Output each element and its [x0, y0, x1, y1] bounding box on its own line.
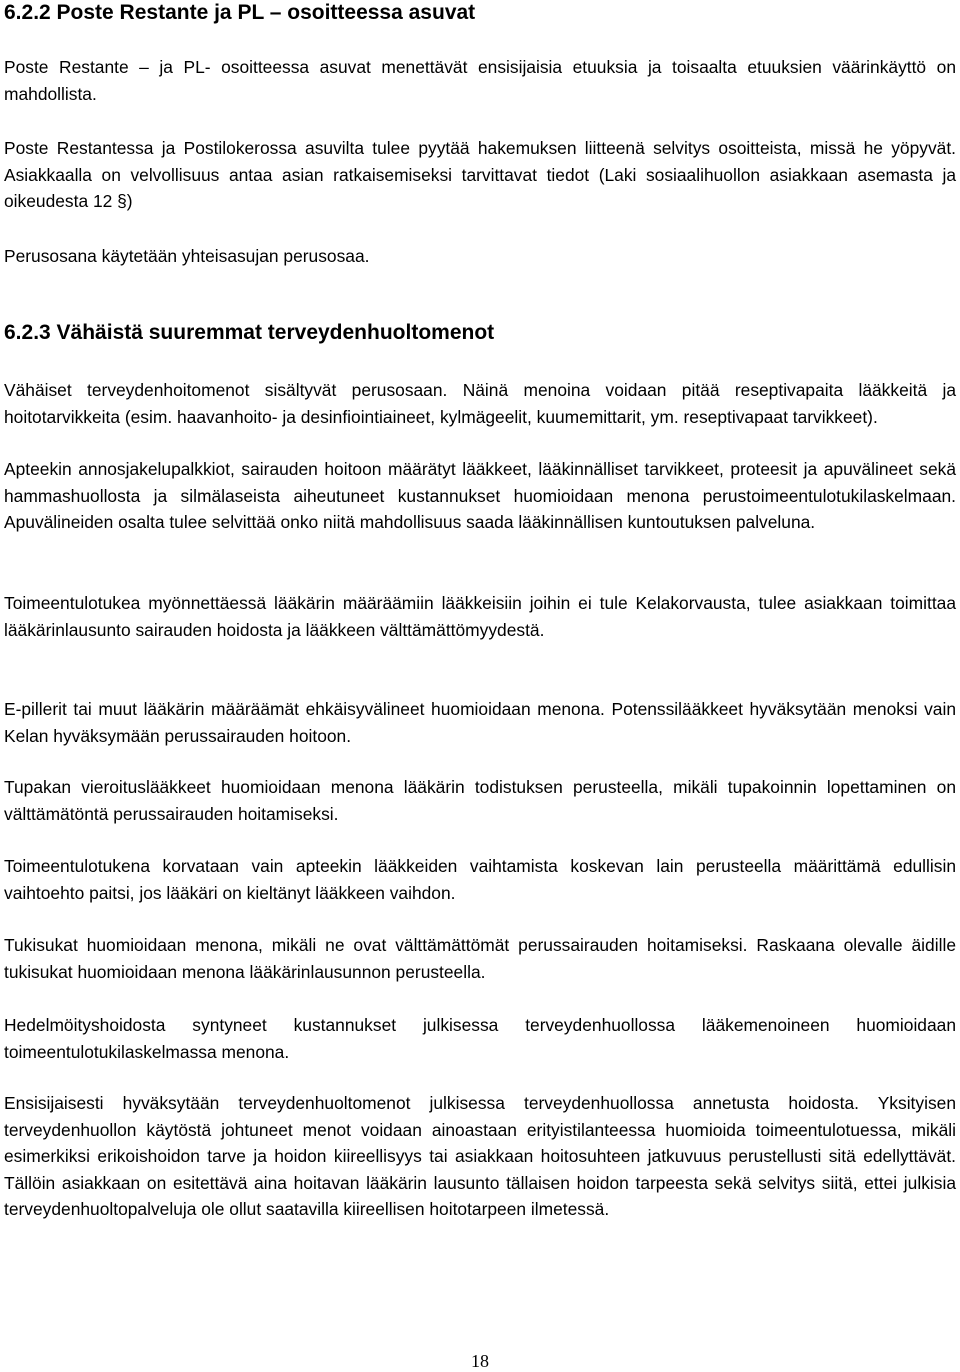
paragraph: Toimeentulotukena korvataan vain apteekin lääkkeiden vaihtamista koskevan lain perusteella määrittämä edullisin vaihtoehto paitsi, jos lääkäri on kieltänyt lääkkeen vaihdon.: [4, 856, 956, 903]
paragraph: Poste Restante – ja PL- osoitteessa asuvat menettävät ensisijaisia etuuksia ja toisaalta etuuksien väärinkäyttö on mahdollista.: [4, 57, 956, 104]
paragraph: Tupakan vieroituslääkkeet huomioidaan menona lääkärin todistuksen perusteella, mikäli tupakoinnin lopettaminen on välttämätöntä perussairauden hoitamiseksi.: [4, 777, 956, 824]
section-heading-poste-restante: 6.2.2 Poste Restante ja PL – osoitteessa asuvat: [4, 1, 476, 24]
paragraph: Toimeentulotukea myönnettäessä lääkärin määräämiin lääkkeisiin joihin ei tule Kelakorvausta, tulee asiakkaan toimittaa lääkärinlausunto sairauden hoidosta ja lääkkeen välttämättömyydestä.: [4, 593, 956, 640]
paragraph: Perusosana käytetään yhteisasujan perusosaa.: [4, 246, 370, 266]
paragraph: Hedelmöityshoidosta syntyneet kustannukset julkisessa terveydenhuollossa lääkemenoineen huomioidaan toimeentulotukilaskelmassa menona.: [4, 1015, 956, 1062]
paragraph: Apteekin annosjakelupalkkiot, sairauden hoitoon määrätyt lääkkeet, lääkinnälliset tarvikkeet, proteesit ja apuvälineet sekä hammashuollosta ja silmälaseista aiheutuneet kustannukset huomioidaan menona perustoimeentulotukilaskelmaan. Apuvälineiden osalta tulee selvittää onko niitä mahdollisuus saada lääkinnällisen kuntoutuksen palveluna.: [4, 459, 956, 532]
paragraph: Vähäiset terveydenhoitomenot sisältyvät perusosaan. Näinä menoina voidaan pitää reseptivapaita lääkkeitä ja hoitotarvikkeita (esim. haavanhoito- ja desinfiointiaineet, kylmägeelit, kuumemittarit, ym. reseptivapaat tarvikkeet).: [4, 380, 956, 427]
paragraph: E-pillerit tai muut lääkärin määräämät ehkäisyvälineet huomioidaan menona. Potenssilääkkeet hyväksytään menoksi vain Kelan hyväksymään perussairauden hoitoon.: [4, 699, 956, 746]
section-heading-terveydenhuoltomenot: 6.2.3 Vähäistä suuremmat terveydenhuoltomenot: [4, 321, 495, 344]
paragraph: Ensisijaisesti hyväksytään terveydenhuoltomenot julkisessa terveydenhuollossa annetusta hoidosta. Yksityisen terveydenhuollon käytöstä johtuneet menot voidaan ainoastaan erityistilanteessa huomioida toimeentulotuessa, mikäli esimerkiksi erikoishoidon tarve ja hoidon kiireellisyys tai asiakkaan hoitosuhteen jatkuvuus perustellusti sitä edellyttävät. Tällöin asiakkaan on esitettävä aina hoitavan lääkärin lausunto tällaisen hoidon tarpeesta sekä selvitys siitä, ettei julkisia terveydenhuoltopalveluja ole ollut saatavilla kiireellisen hoitotarpeen ilmetessä.: [4, 1093, 956, 1219]
page-number: 18: [471, 1351, 489, 1371]
paragraph: Poste Restantessa ja Postilokerossa asuvilta tulee pyytää hakemuksen liitteenä selvitys osoitteista, missä he yöpyvät. Asiakkaalla on velvollisuus antaa asian ratkaisemiseksi tarvittavat tiedot (Laki sosiaalihuollon asiakkaan asemasta ja oikeudesta 12 §): [4, 138, 956, 211]
paragraph: Tukisukat huomioidaan menona, mikäli ne ovat välttämättömät perussairauden hoitamiseksi. Raskaana olevalle äidille tukisukat huomioidaan menona lääkärinlausunnon perusteella.: [4, 935, 956, 982]
